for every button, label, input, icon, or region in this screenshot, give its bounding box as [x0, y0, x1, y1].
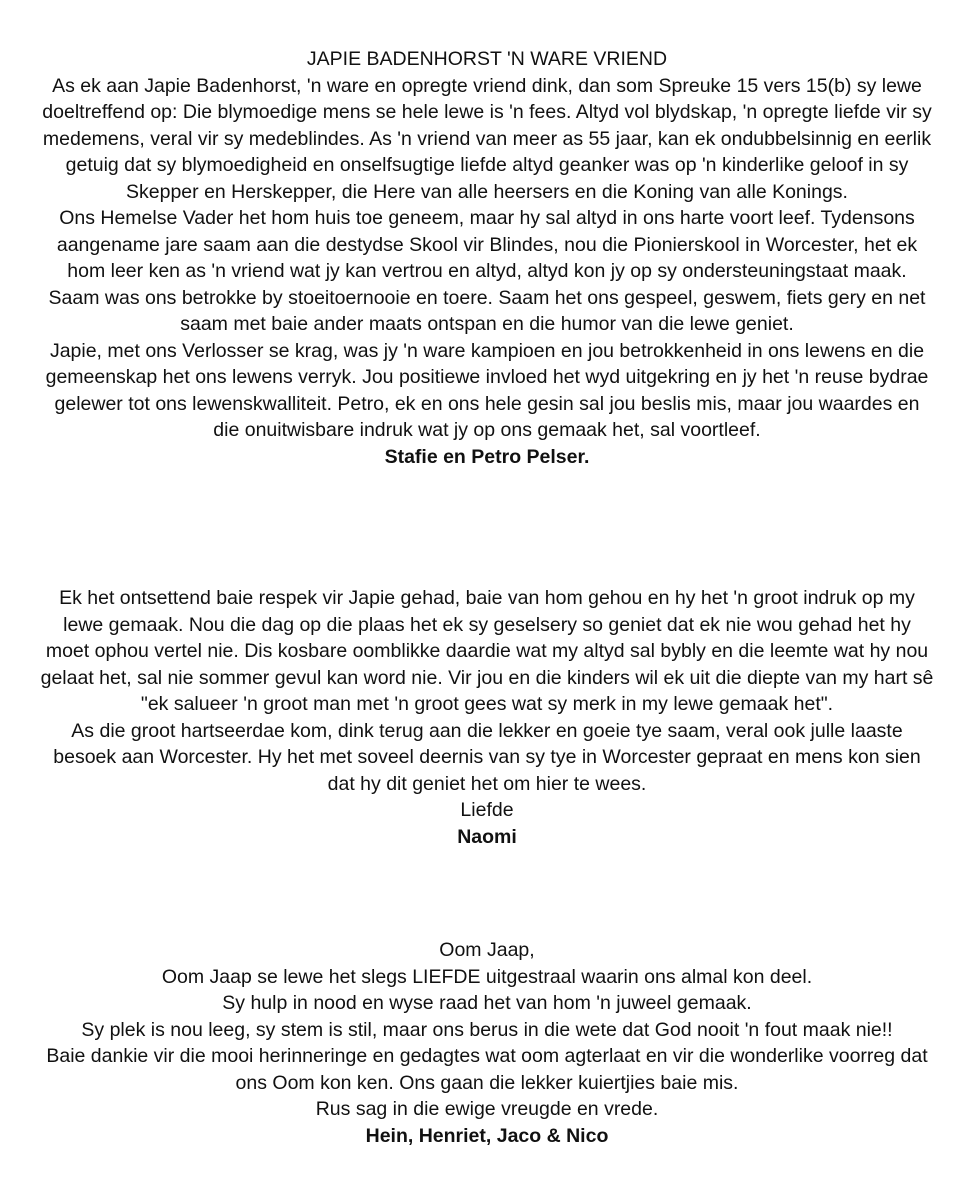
signature: Stafie en Petro Pelser.: [384, 445, 590, 468]
tribute-letter-pelser: [40, 46, 934, 470]
paragraph: As ek aan Japie Badenhorst, 'n ware en opregte vriend dink, dan som Spreuke 15 vers 15(b) sy lewe doeltreffend op: Die blymoedige mens se hele lewe is 'n fees. Altyd vol blydskap, 'n opregte liefde vir sy medemens, veral vir sy medeblindes. As 'n vriend van meer as 55 jaar, kan ek ondubbelsinnig en eerlik getuig dat sy blymoedigheid en onselfsugtige liefde altyd geanker was op 'n kinderlike geloof in sy Skepper en Herskepper, die Here van alle heersers en die Koning van alle Konings.: [42, 74, 932, 203]
paragraph: As die groot hartseerdae kom, dink terug aan die lekker en goeie tye saam, veral ook julle laaste besoek aan Worcester. Hy het met soveel deernis van sy tye in Worcester gepraat en mens kon sien dat hy dit geniet het om hier te wees.: [53, 719, 921, 795]
line: Oom Jaap se lewe het slegs LIEFDE uitgestraal waarin ons almal kon deel.: [161, 965, 813, 988]
signature: Naomi: [457, 825, 517, 848]
line: Sy hulp in nood en wyse raad het van hom 'n juweel gemaak.: [222, 992, 752, 1014]
line: Sy plek is nou leeg, sy stem is stil, maar ons berus in die wete dat God nooit 'n fout maak nie!!: [81, 1018, 893, 1041]
line: Baie dankie vir die mooi herinneringe en gedagtes wat oom agterlaat en vir die wonderlike voorreg dat ons Oom kon ken. Ons gaan die lekker kuiertjies baie mis.: [46, 1045, 928, 1094]
paragraph: Ons Hemelse Vader het hom huis toe geneem, maar hy sal altyd in ons harte voort leef. Tydensons aangename jare saam aan die destydse Skool vir Blindes, nou die Pionierskool in Worcester, het ek hom leer ken as 'n vriend wat jy kan vertrou en altyd, altyd kon jy op sy ondersteuningstaat maak. Saam was ons betrokke by stoeitoernooie en toere. Saam het ons gespeel, geswem, fiets gery en net saam met baie ander maats ontspan en die humor van die lewe geniet.: [48, 207, 926, 335]
document-title: JAPIE BADENHORST 'N WARE VRIEND: [306, 48, 668, 70]
salutation: Oom Jaap,: [439, 939, 535, 961]
line: Rus sag in die ewige vreugde en vrede.: [315, 1098, 659, 1120]
paragraph: Japie, met ons Verlosser se krag, was jy 'n ware kampioen en jou betrokkenheid in ons lewens en die gemeenskap het ons lewens verryk. Jou positiewe invloed het wyd uitgekring en jy het 'n reuse bydrae gelewer tot ons lewenskwalliteit. Petro, ek en ons hele gesin sal jou beslis mis, maar jou waardes en die onuitwisbare indruk wat jy op ons gemaak het, sal voortleef.: [45, 339, 929, 441]
closing: Liefde: [460, 799, 514, 821]
signature: Hein, Henriet, Jaco & Nico: [365, 1124, 609, 1147]
paragraph: Ek het ontsettend baie respek vir Japie gehad, baie van hom gehou en hy het 'n groot indruk op my lewe gemaak. Nou die dag op die plaas het ek sy geselsery so geniet dat ek nie wou gehad het hy moet ophou vertel nie. Dis kosbare oomblikke daardie wat my altyd sal bybly en die leemte wat hy nou gelaat het, sal nie sommer gevul kan word nie. Vir jou en die kinders wil ek uit die diepte van my hart sê "ek salueer 'n groot man met 'n groot gees wat sy merk in my lewe gemaak het".: [40, 587, 934, 715]
tribute-letter-naomi: [40, 585, 934, 850]
tribute-letter-family: [40, 937, 934, 1149]
